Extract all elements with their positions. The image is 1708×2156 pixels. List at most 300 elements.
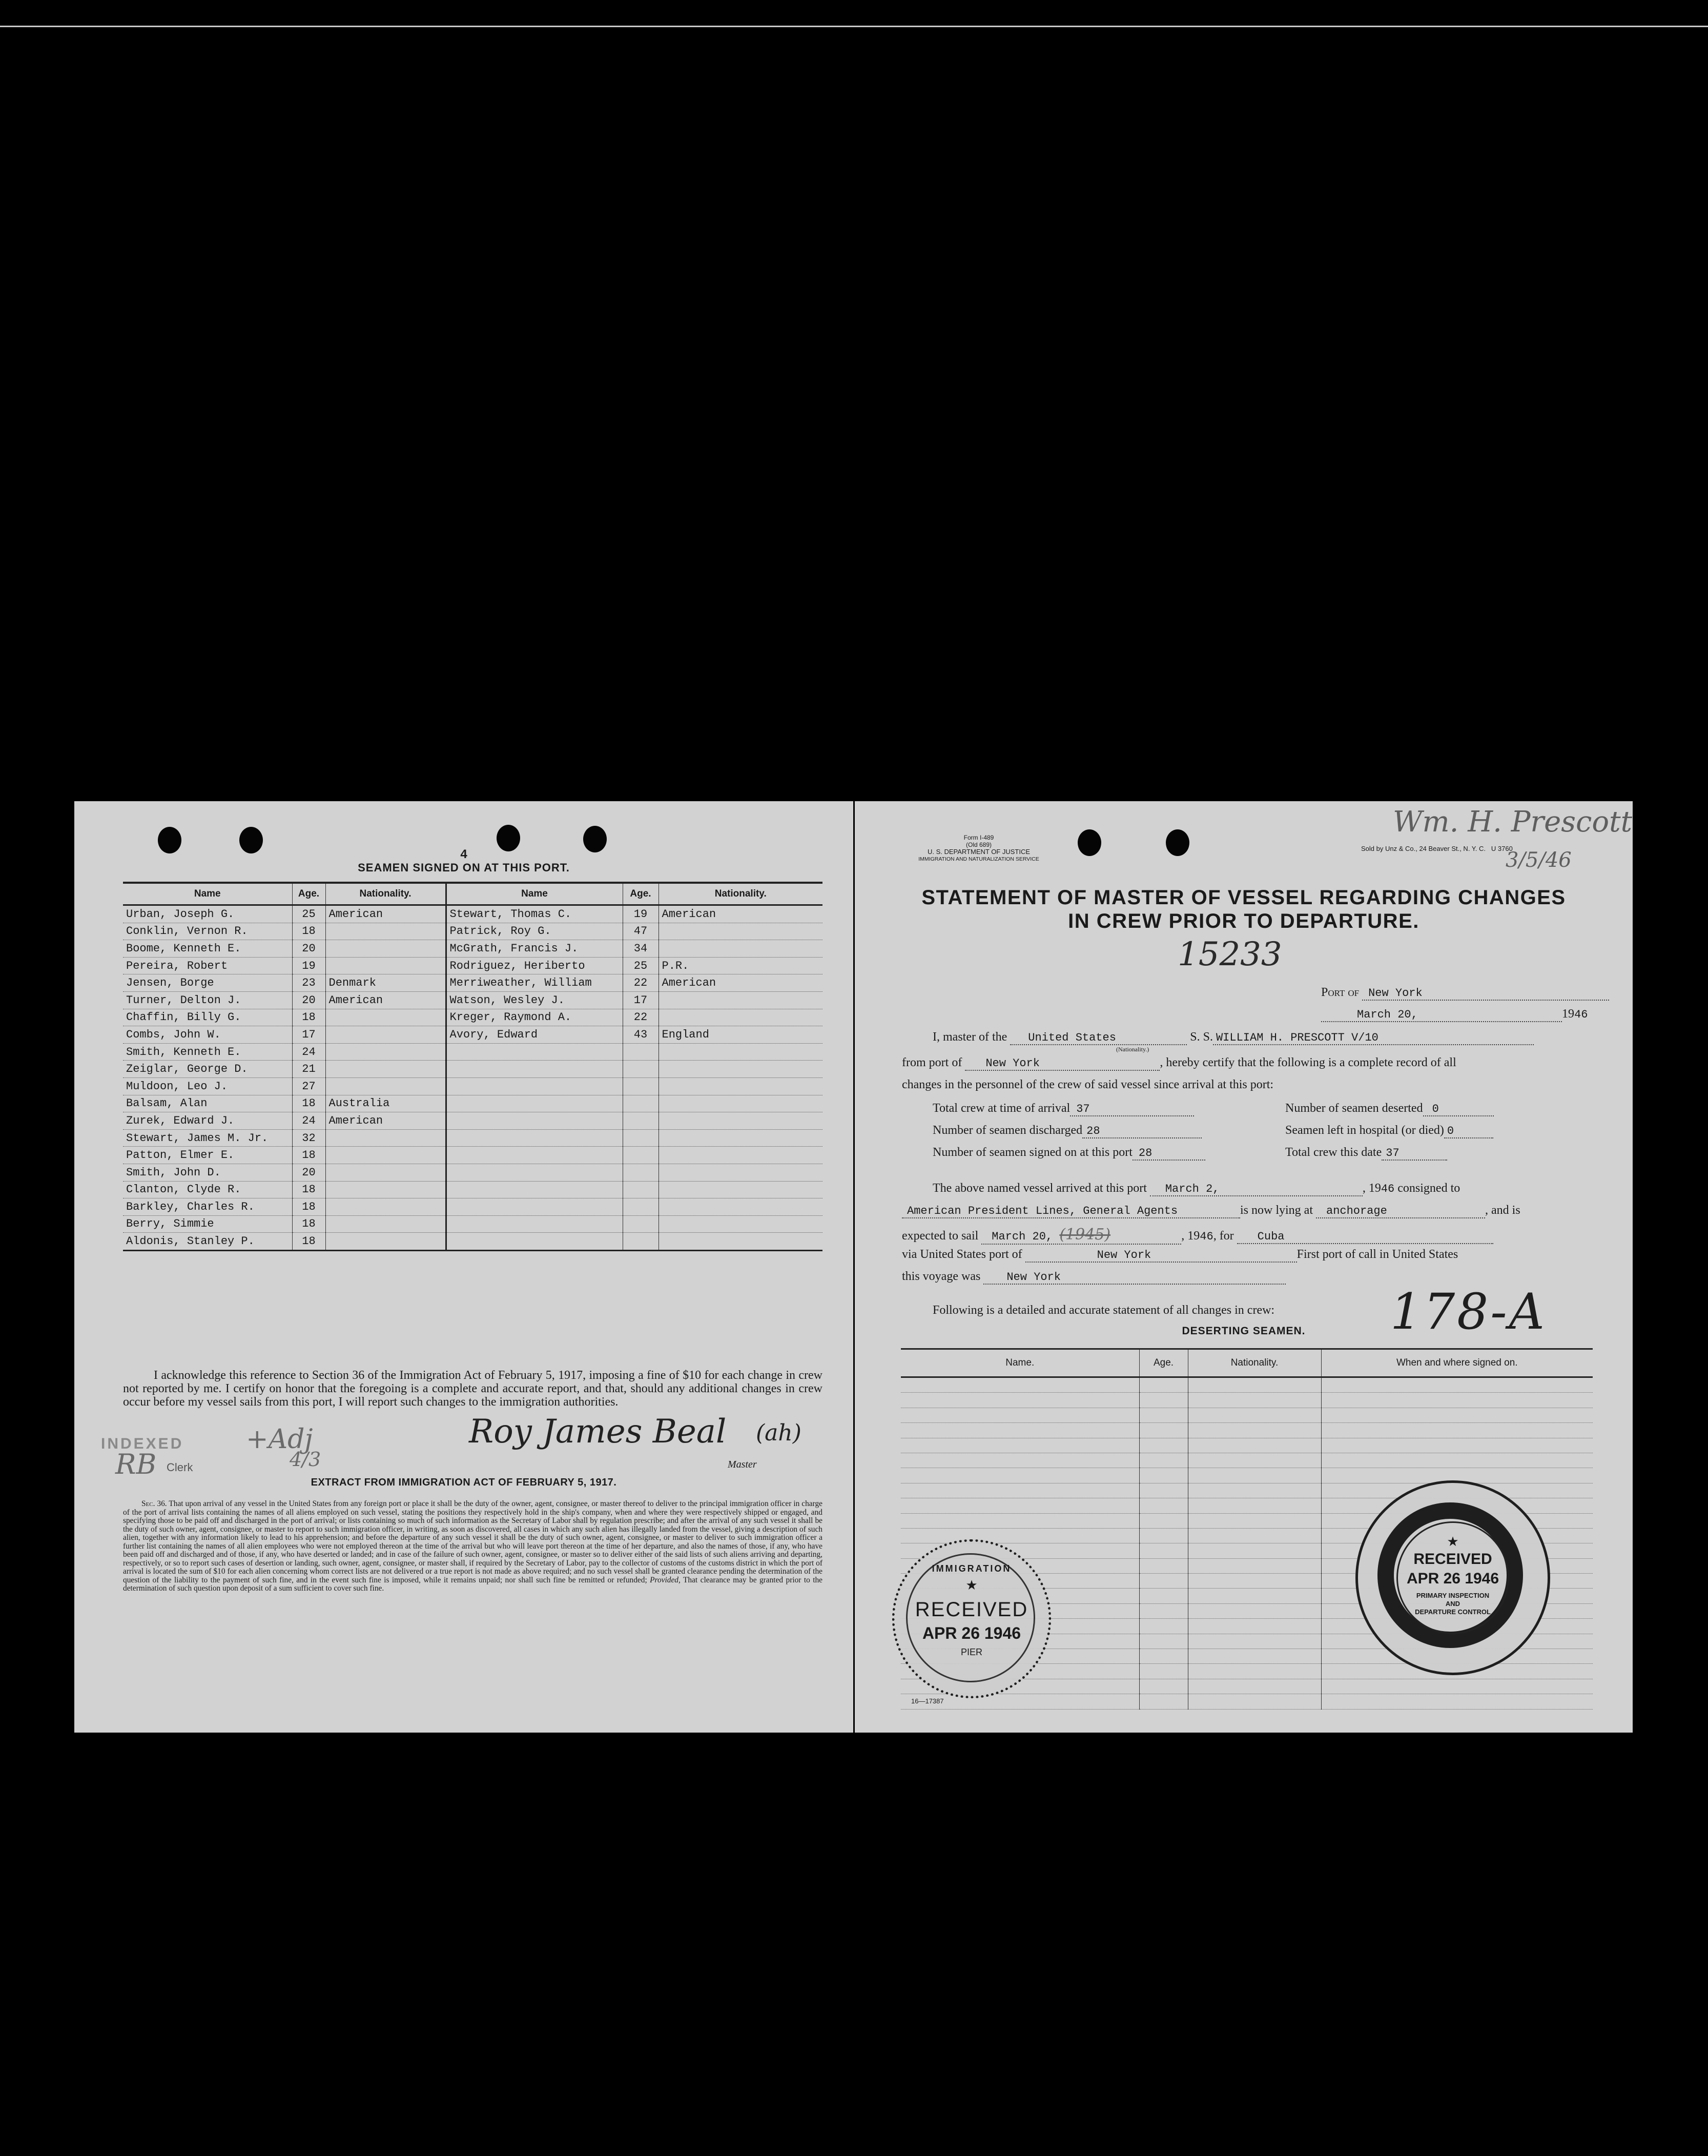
table-cell: 25 bbox=[623, 957, 658, 974]
handwritten-number: 15233 bbox=[1178, 935, 1282, 973]
table-cell bbox=[325, 1026, 446, 1044]
expected-line: expected to sail March 20, (1945) , 1946, for Cuba bbox=[902, 1226, 1493, 1245]
via-label: via United States port of bbox=[902, 1248, 1022, 1261]
table-cell: 18 bbox=[292, 1181, 325, 1198]
expected-label: expected to sail bbox=[902, 1229, 979, 1243]
footer-code: 16—17387 bbox=[911, 1697, 944, 1705]
table-cell bbox=[1139, 1574, 1188, 1589]
voyage-value: New York bbox=[983, 1271, 1286, 1285]
table-cell bbox=[901, 1393, 1139, 1408]
table-cell: 18 bbox=[292, 1147, 325, 1164]
table-cell: 22 bbox=[623, 1009, 658, 1026]
via-line bbox=[902, 1248, 1458, 1263]
master-signature: Roy James Beal bbox=[469, 1413, 727, 1451]
stat-value: 28 bbox=[1133, 1147, 1205, 1161]
table-cell bbox=[1139, 1619, 1188, 1634]
table-cell bbox=[658, 1129, 822, 1147]
department-name: U. S. DEPARTMENT OF JUSTICE bbox=[927, 848, 1031, 856]
provided-text: That clearance may be granted prior to the determination of such question upon deposit of a sum sufficient to cover such fine. bbox=[123, 1575, 823, 1593]
table-cell bbox=[1139, 1468, 1188, 1483]
table-cell bbox=[446, 1164, 623, 1181]
table-cell: 20 bbox=[292, 1164, 325, 1181]
table-cell bbox=[325, 1215, 446, 1233]
crew-table-header bbox=[123, 883, 822, 905]
form-title bbox=[855, 886, 1633, 933]
crew-table bbox=[123, 882, 822, 1251]
table-cell bbox=[901, 1468, 1139, 1483]
table-cell bbox=[1139, 1649, 1188, 1664]
stat-value: 37 bbox=[1070, 1103, 1194, 1116]
table-cell bbox=[446, 1129, 623, 1147]
table-cell: 27 bbox=[292, 1077, 325, 1095]
table-cell: 19 bbox=[292, 957, 325, 974]
table-cell bbox=[1139, 1694, 1188, 1709]
table-cell: 23 bbox=[292, 974, 325, 992]
table-cell: Merriweather, William bbox=[446, 974, 623, 992]
table-cell: Aldonis, Stanley P. bbox=[123, 1233, 292, 1251]
stat-total-arrival bbox=[933, 1102, 1194, 1116]
voyage-line bbox=[902, 1270, 1286, 1285]
extract-heading: EXTRACT FROM IMMIGRATION ACT OF FEBRUARY 5, 1917. bbox=[311, 1477, 617, 1488]
nationality-caption: (Nationality.) bbox=[1116, 1046, 1149, 1053]
title-line-2: IN CREW PRIOR TO DEPARTURE. bbox=[1068, 910, 1419, 932]
stamp-date: APR 26 1946 bbox=[922, 1624, 1021, 1642]
stat-label: Number of seamen deserted bbox=[1285, 1102, 1423, 1115]
table-cell: Balsam, Alan bbox=[123, 1095, 292, 1112]
file-number: 178-A bbox=[1390, 1283, 1547, 1340]
table-cell bbox=[658, 940, 822, 958]
table-cell: 19 bbox=[623, 905, 658, 923]
certify-text-2: changes in the personnel of the crew of said vessel since arrival at this port: bbox=[902, 1078, 1274, 1091]
section-body: That upon arrival of any vessel in the United States from any foreign port or place it shall be the duty of the owner, agent, consignee, or master thereof to deliver to the principal immigration officer in charge of the port of arrival lists containing the names of all aliens employed on such vessel, stating the positions they respectively hold in the ship's company, when and where they were respectively shipped or engaged, and specifying those to be paid off and discharged in the port of arrival; or lists containing so much of such information as the Secretary of Labor shall by regulation prescribe; and after the arrival of any such vessel it shall be the duty of such owner, agent, consignee, or master to report to such immigration officer, in writing, as soon as discovered, all cases in which any such alien has illegally landed from the vessel, giving a description of such alien, together with any information likely to lead to his apprehension; and before the departure of any such vessel it shall be the duty of such owner, agent, consignee, or master to deliver to such immigration officer a further list containing the names of all alien employees who were not employed thereon at the time of the arrival but who will leave port thereon at the time of her departure, and also the names of those, if any, who have been paid off and discharged and of those, if any, who have deserted or landed; and in case of the failure of such owner, agent, consignee, or master so to deliver either of the said lists of such aliens arriving and departing, respectively, or so to report such cases of desertion or landing, such owner, agent, consignee, or master shall, if required by the Secretary of Labor, pay to the collector of customs of the customs district in which the port of arrival is located the sum of $10 for each alien concerning whom correct lists are not delivered or a true report is not made as above required; and no such vessel shall be granted clearance pending the determination of the question of the liability to the payment of such fine, and in the event such fine is imposed, while it remains unpaid; nor shall such fine be remitted or refunded; bbox=[123, 1499, 822, 1584]
table-cell: Rodriguez, Heriberto bbox=[446, 957, 623, 974]
from-port-label: from port of bbox=[902, 1056, 962, 1069]
expected-struck: (1945) bbox=[1059, 1226, 1111, 1244]
table-row bbox=[901, 1438, 1593, 1453]
table-row bbox=[123, 1112, 822, 1130]
table-cell bbox=[446, 1233, 623, 1251]
form-id: Form I-489 bbox=[963, 834, 994, 841]
table-cell: 17 bbox=[292, 1026, 325, 1044]
left-page bbox=[74, 801, 853, 1733]
table-cell bbox=[658, 1043, 822, 1061]
table-row bbox=[123, 974, 822, 992]
table-cell: Avory, Edward bbox=[446, 1026, 623, 1044]
table-cell bbox=[623, 1129, 658, 1147]
table-cell bbox=[1139, 1603, 1188, 1618]
stamp-sub-3: DEPARTURE CONTROL bbox=[1415, 1608, 1491, 1616]
table-cell bbox=[1139, 1634, 1188, 1649]
column-header: Nationality. bbox=[1188, 1349, 1321, 1377]
table-cell bbox=[1139, 1393, 1188, 1408]
table-cell bbox=[1321, 1679, 1593, 1694]
top-signature: Wm. H. Prescott bbox=[1393, 805, 1633, 839]
stat-deserted bbox=[1285, 1102, 1494, 1116]
table-cell bbox=[1321, 1694, 1593, 1709]
table-cell: McGrath, Francis J. bbox=[446, 940, 623, 958]
arrived-line: The above named vessel arrived at this port March 2, , 1946 consigned to bbox=[933, 1182, 1460, 1195]
stat-value: 0 bbox=[1423, 1103, 1494, 1116]
stamp-sub-1: PRIMARY INSPECTION bbox=[1416, 1592, 1490, 1599]
table-cell bbox=[658, 1147, 822, 1164]
seller-code: U 3760 bbox=[1491, 845, 1513, 852]
stat-label: Number of seamen signed on at this port bbox=[933, 1146, 1133, 1159]
table-cell bbox=[446, 1095, 623, 1112]
table-cell: England bbox=[658, 1026, 822, 1044]
table-cell bbox=[623, 1181, 658, 1198]
table-cell bbox=[901, 1513, 1139, 1528]
stat-discharged bbox=[933, 1124, 1202, 1138]
column-header: Name bbox=[123, 883, 292, 905]
table-cell bbox=[1188, 1664, 1321, 1679]
table-cell bbox=[658, 1164, 822, 1181]
table-cell bbox=[1188, 1453, 1321, 1468]
table-cell: 18 bbox=[292, 1095, 325, 1112]
table-cell: Denmark bbox=[325, 974, 446, 992]
signature-initials: (ah) bbox=[756, 1420, 801, 1446]
table-cell bbox=[1188, 1574, 1321, 1589]
section-label: Sec. 36. bbox=[141, 1499, 167, 1508]
table-row bbox=[901, 1453, 1593, 1468]
table-cell: Patrick, Roy G. bbox=[446, 923, 623, 940]
table-cell bbox=[1188, 1423, 1321, 1438]
table-cell bbox=[325, 1129, 446, 1147]
table-cell bbox=[446, 1043, 623, 1061]
deserting-heading: DESERTING SEAMEN. bbox=[1182, 1325, 1306, 1337]
table-cell: Combs, John W. bbox=[123, 1026, 292, 1044]
punch-hole bbox=[1166, 829, 1189, 856]
table-cell bbox=[1188, 1649, 1321, 1664]
table-cell: 18 bbox=[292, 1198, 325, 1216]
table-cell bbox=[325, 940, 446, 958]
table-cell bbox=[658, 1061, 822, 1078]
stat-value: 0 bbox=[1444, 1125, 1493, 1138]
table-cell: Conklin, Vernon R. bbox=[123, 923, 292, 940]
stat-label: Total crew at time of arrival bbox=[933, 1102, 1071, 1115]
table-row bbox=[123, 1233, 822, 1251]
table-cell bbox=[1139, 1558, 1188, 1573]
table-cell bbox=[901, 1453, 1139, 1468]
following-label: Following is a detailed and accurate statement of all changes in crew: bbox=[933, 1304, 1275, 1317]
table-cell bbox=[1321, 1393, 1593, 1408]
table-cell bbox=[658, 1181, 822, 1198]
section-36-text bbox=[123, 1500, 822, 1593]
from-port-value: New York bbox=[965, 1057, 1160, 1071]
crew-table-body bbox=[123, 905, 822, 1251]
table-cell bbox=[658, 1112, 822, 1130]
table-cell bbox=[1321, 1377, 1593, 1393]
table-row bbox=[123, 1026, 822, 1044]
table-cell bbox=[658, 1077, 822, 1095]
table-cell: Chaffin, Billy G. bbox=[123, 1009, 292, 1026]
table-cell bbox=[446, 1077, 623, 1095]
table-cell: Boome, Kenneth E. bbox=[123, 940, 292, 958]
table-cell: Smith, Kenneth E. bbox=[123, 1043, 292, 1061]
table-row bbox=[123, 1077, 822, 1095]
clerk-initials: RB bbox=[115, 1448, 157, 1480]
pencil-date: 4/3 bbox=[290, 1448, 321, 1471]
stamp-star-icon: ★ bbox=[965, 1578, 978, 1593]
table-cell bbox=[1139, 1528, 1188, 1543]
table-cell bbox=[1188, 1634, 1321, 1649]
first-port-label: First port of call in United States bbox=[1297, 1248, 1458, 1261]
table-cell: P.R. bbox=[658, 957, 822, 974]
form-header bbox=[902, 834, 1056, 863]
table-cell bbox=[1188, 1603, 1321, 1618]
seller-note bbox=[1361, 845, 1513, 852]
table-row bbox=[123, 1009, 822, 1026]
stat-label: Number of seamen discharged bbox=[933, 1124, 1083, 1137]
table-cell bbox=[623, 1233, 658, 1251]
table-cell: 24 bbox=[292, 1043, 325, 1061]
table-cell: 18 bbox=[292, 1215, 325, 1233]
port-value: New York bbox=[1362, 987, 1609, 1001]
date-line bbox=[1321, 1007, 1588, 1022]
seller-text: Sold by Unz & Co., 24 Beaver St., N. Y. C. bbox=[1361, 845, 1486, 852]
stamp-received: RECEIVED bbox=[1413, 1551, 1492, 1568]
table-cell bbox=[1321, 1453, 1593, 1468]
table-cell bbox=[325, 1061, 446, 1078]
table-cell bbox=[658, 923, 822, 940]
indexed-stamp: INDEXED bbox=[101, 1435, 184, 1452]
table-cell bbox=[901, 1438, 1139, 1453]
column-header: Age. bbox=[292, 883, 325, 905]
table-cell bbox=[623, 1112, 658, 1130]
table-cell: Watson, Wesley J. bbox=[446, 991, 623, 1009]
stamp-received: RECEIVED bbox=[915, 1598, 1028, 1621]
table-cell: 34 bbox=[623, 940, 658, 958]
stat-hospital bbox=[1285, 1124, 1493, 1138]
certify-text: , hereby certify that the following is a complete record of all bbox=[1160, 1056, 1456, 1069]
table-cell: Barkley, Charles R. bbox=[123, 1198, 292, 1216]
table-row bbox=[901, 1694, 1593, 1709]
deserting-table-header bbox=[901, 1349, 1593, 1377]
punch-hole bbox=[1078, 829, 1101, 856]
table-cell: 22 bbox=[623, 974, 658, 992]
table-cell bbox=[1188, 1408, 1321, 1422]
table-cell bbox=[658, 1198, 822, 1216]
table-cell: Zurek, Edward J. bbox=[123, 1112, 292, 1130]
arrived-year: 46 bbox=[1381, 1183, 1395, 1195]
table-cell: Australia bbox=[325, 1095, 446, 1112]
table-cell bbox=[901, 1408, 1139, 1422]
table-cell bbox=[658, 1009, 822, 1026]
date-value: March 20, bbox=[1321, 1008, 1562, 1022]
table-cell bbox=[325, 1181, 446, 1198]
right-page bbox=[855, 801, 1633, 1733]
table-cell bbox=[623, 1061, 658, 1078]
table-cell bbox=[446, 1181, 623, 1198]
stat-value: 37 bbox=[1382, 1147, 1447, 1161]
column-header: Age. bbox=[623, 883, 658, 905]
column-header: Name bbox=[446, 883, 623, 905]
expected-date: March 20, bbox=[992, 1230, 1053, 1243]
table-cell bbox=[1188, 1483, 1321, 1498]
received-stamp-right bbox=[1355, 1480, 1550, 1675]
nationality-value: United States bbox=[1010, 1031, 1187, 1045]
table-row bbox=[123, 957, 822, 974]
top-scan-line bbox=[0, 26, 1708, 27]
received-stamp-left bbox=[892, 1539, 1051, 1698]
table-row bbox=[123, 1061, 822, 1078]
table-cell bbox=[658, 1215, 822, 1233]
year-value: 46 bbox=[1574, 1008, 1588, 1021]
table-cell bbox=[1321, 1408, 1593, 1422]
table-cell: Turner, Delton J. bbox=[123, 991, 292, 1009]
table-row bbox=[123, 1164, 822, 1181]
table-cell bbox=[1139, 1664, 1188, 1679]
table-cell: 18 bbox=[292, 1233, 325, 1251]
table-row bbox=[123, 991, 822, 1009]
table-cell: Stewart, Thomas C. bbox=[446, 905, 623, 923]
table-cell bbox=[325, 1233, 446, 1251]
table-cell bbox=[658, 1233, 822, 1251]
table-cell bbox=[1139, 1483, 1188, 1498]
column-header: Nationality. bbox=[658, 883, 822, 905]
table-cell bbox=[325, 923, 446, 940]
table-cell bbox=[1188, 1498, 1321, 1513]
table-cell bbox=[1139, 1408, 1188, 1422]
table-cell bbox=[1139, 1377, 1188, 1393]
table-cell bbox=[901, 1377, 1139, 1393]
table-cell bbox=[446, 1147, 623, 1164]
from-port-line bbox=[902, 1056, 1456, 1071]
table-cell bbox=[658, 991, 822, 1009]
table-cell bbox=[1188, 1468, 1321, 1483]
for-label: , for bbox=[1213, 1229, 1234, 1243]
master-of-line bbox=[933, 1030, 1534, 1045]
table-cell bbox=[1188, 1619, 1321, 1634]
voyage-label: this voyage was bbox=[902, 1270, 981, 1283]
column-header: Age. bbox=[1139, 1349, 1188, 1377]
master-of-label: I, master of the bbox=[933, 1030, 1007, 1044]
table-cell bbox=[325, 1043, 446, 1061]
table-cell bbox=[1188, 1377, 1321, 1393]
table-cell: Jensen, Borge bbox=[123, 974, 292, 992]
pencil-note: +Adj bbox=[246, 1424, 313, 1455]
table-row bbox=[123, 923, 822, 940]
table-cell bbox=[1188, 1558, 1321, 1573]
table-cell: Kreger, Raymond A. bbox=[446, 1009, 623, 1026]
table-cell: Muldoon, Leo J. bbox=[123, 1077, 292, 1095]
table-cell bbox=[1139, 1543, 1188, 1558]
table-cell bbox=[623, 1215, 658, 1233]
table-cell: 24 bbox=[292, 1112, 325, 1130]
table-cell bbox=[325, 1147, 446, 1164]
clerk-label: Clerk bbox=[167, 1461, 193, 1474]
table-cell bbox=[901, 1423, 1139, 1438]
column-header: Name. bbox=[901, 1349, 1139, 1377]
table-cell: Smith, John D. bbox=[123, 1164, 292, 1181]
provided-label: Provided, bbox=[650, 1575, 681, 1584]
stat-signed-on bbox=[933, 1146, 1205, 1161]
table-row bbox=[123, 1181, 822, 1198]
table-cell: 18 bbox=[292, 923, 325, 940]
table-cell: 20 bbox=[292, 991, 325, 1009]
expected-value bbox=[981, 1226, 1181, 1245]
table-cell bbox=[623, 1164, 658, 1181]
table-row bbox=[901, 1377, 1593, 1393]
table-cell: American bbox=[325, 991, 446, 1009]
table-cell bbox=[1321, 1423, 1593, 1438]
page-number: 4 bbox=[460, 847, 467, 861]
table-cell bbox=[623, 1095, 658, 1112]
table-cell bbox=[1188, 1679, 1321, 1694]
table-cell bbox=[1139, 1498, 1188, 1513]
table-row bbox=[123, 940, 822, 958]
table-cell bbox=[1139, 1679, 1188, 1694]
ss-label: S. S. bbox=[1190, 1030, 1213, 1044]
table-cell bbox=[325, 957, 446, 974]
form-old-id: (Old 689) bbox=[965, 841, 992, 848]
table-cell: Stewart, James M. Jr. bbox=[123, 1129, 292, 1147]
table-cell: Pereira, Robert bbox=[123, 957, 292, 974]
table-cell bbox=[1188, 1694, 1321, 1709]
stat-label: Total crew this date bbox=[1285, 1146, 1382, 1159]
title-line-1: STATEMENT OF MASTER OF VESSEL REGARDING CHANGES bbox=[921, 886, 1566, 909]
table-cell bbox=[623, 1198, 658, 1216]
lying-label: is now lying at bbox=[1240, 1204, 1313, 1217]
stamp-top-text: IMMIGRATION bbox=[932, 1563, 1012, 1574]
table-cell: Zeiglar, George D. bbox=[123, 1061, 292, 1078]
table-cell bbox=[1188, 1393, 1321, 1408]
table-cell bbox=[325, 1077, 446, 1095]
table-row bbox=[123, 905, 822, 923]
stat-label: Seamen left in hospital (or died) bbox=[1285, 1124, 1444, 1137]
arrived-value: March 2, bbox=[1150, 1183, 1363, 1196]
table-cell bbox=[1188, 1513, 1321, 1528]
table-cell bbox=[325, 1198, 446, 1216]
table-cell bbox=[1139, 1423, 1188, 1438]
table-cell bbox=[325, 1009, 446, 1026]
table-cell: Clanton, Clyde R. bbox=[123, 1181, 292, 1198]
table-cell bbox=[446, 1061, 623, 1078]
table-cell bbox=[446, 1198, 623, 1216]
expected-year: 46 bbox=[1200, 1230, 1213, 1243]
table-cell bbox=[1321, 1438, 1593, 1453]
table-cell bbox=[901, 1483, 1139, 1498]
for-value: Cuba bbox=[1237, 1230, 1493, 1244]
stamp-date: APR 26 1946 bbox=[1406, 1570, 1499, 1587]
table-row bbox=[901, 1408, 1593, 1422]
table-row bbox=[901, 1393, 1593, 1408]
table-cell: Patton, Elmer E. bbox=[123, 1147, 292, 1164]
via-value: New York bbox=[1025, 1249, 1297, 1263]
table-cell: American bbox=[658, 974, 822, 992]
table-cell: Berry, Simmie bbox=[123, 1215, 292, 1233]
column-header: Nationality. bbox=[325, 883, 446, 905]
table-row bbox=[901, 1468, 1593, 1483]
table-cell: 47 bbox=[623, 923, 658, 940]
consignee-value: American President Lines, General Agents bbox=[902, 1205, 1240, 1218]
table-cell bbox=[1139, 1438, 1188, 1453]
table-cell: 25 bbox=[292, 905, 325, 923]
table-cell: 18 bbox=[292, 1009, 325, 1026]
table-cell bbox=[1188, 1438, 1321, 1453]
table-cell bbox=[1139, 1513, 1188, 1528]
table-cell bbox=[901, 1528, 1139, 1543]
stat-value: 28 bbox=[1082, 1125, 1202, 1138]
table-cell bbox=[1188, 1528, 1321, 1543]
port-label: Port of bbox=[1321, 986, 1360, 999]
table-cell bbox=[658, 1095, 822, 1112]
table-row bbox=[123, 1043, 822, 1061]
signed-on-heading: SEAMEN SIGNED ON AT THIS PORT. bbox=[358, 861, 570, 874]
stamp-sub: PIER bbox=[960, 1647, 982, 1657]
table-cell: Urban, Joseph G. bbox=[123, 905, 292, 923]
table-cell: 32 bbox=[292, 1129, 325, 1147]
table-cell bbox=[901, 1498, 1139, 1513]
